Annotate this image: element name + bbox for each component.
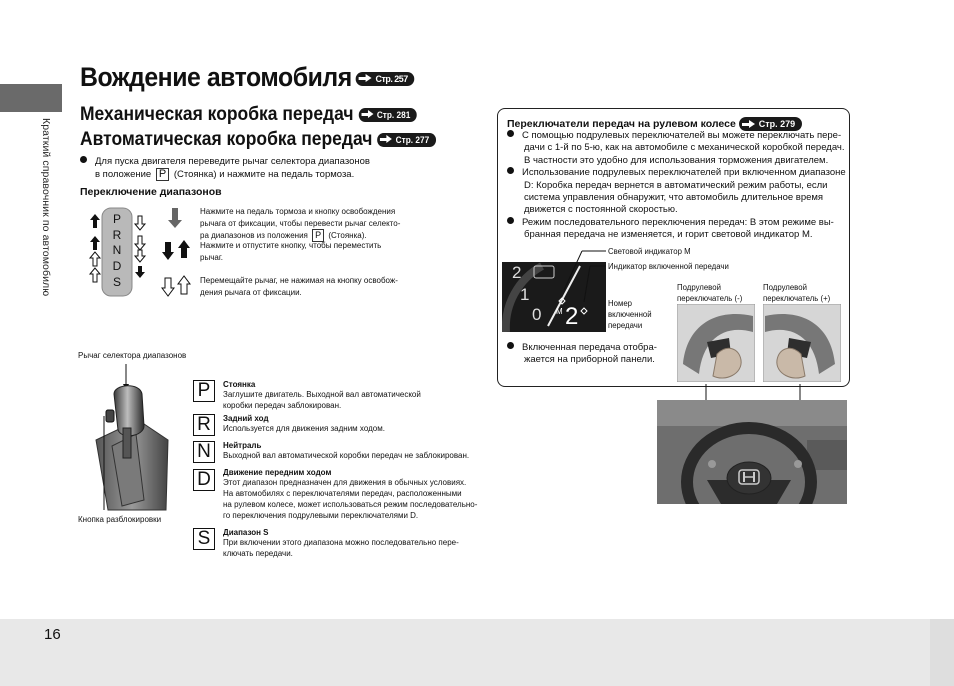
bullet-line: Режим последовательного переключения передач: В этом режиме вы-	[522, 216, 834, 228]
arrow-right-icon	[380, 135, 393, 144]
label-line: включенной	[608, 310, 652, 319]
step-line: Нажмите на педаль тормоза и кнопку освобождения	[200, 207, 396, 216]
step-line: дения рычага от фиксации.	[200, 287, 302, 297]
subtitle-ref-link[interactable]	[377, 133, 435, 147]
bullet-icon	[507, 167, 514, 174]
paddle-minus-marker[interactable]	[708, 460, 716, 468]
bullet-icon	[507, 217, 514, 224]
ref-text: Стр. 279	[758, 119, 796, 129]
label-line: Подрулевой	[677, 283, 721, 292]
gear-title: Задний ход	[223, 414, 269, 423]
gear-display-bullet	[507, 342, 667, 367]
paddle-bullet	[507, 217, 847, 229]
gate-letter-n: N	[112, 243, 122, 257]
paddle-bullets	[507, 130, 847, 242]
step-line: ра диапазонов из положения	[200, 231, 308, 240]
gear-desc-line: Используется для движения задним ходом.	[223, 424, 385, 433]
gear-p-box: P	[156, 168, 169, 181]
label-line: переключатель (-)	[677, 294, 743, 303]
intro-text: в положение	[95, 169, 152, 180]
gear-desc-line: На автомобилях с переключателями передач, расположенными	[223, 489, 462, 498]
bullet-icon	[507, 342, 514, 349]
ref-text: Стр. 277	[395, 134, 430, 145]
side-tab-marker[interactable]	[0, 84, 62, 112]
unlock-button[interactable]	[106, 410, 114, 422]
label-line: Номер	[608, 299, 632, 308]
arrow-right-icon	[361, 110, 374, 119]
paddle-ref-link[interactable]	[739, 117, 802, 131]
bullet-line: движется с постоянной скоростью.	[524, 204, 678, 216]
lever-shaft	[123, 428, 131, 458]
intro-bullet	[80, 156, 410, 169]
bullet-icon	[507, 130, 514, 137]
page-number: 16	[44, 626, 61, 643]
gate-letter-r: R	[112, 228, 122, 242]
gear-indicator: 2	[565, 303, 579, 330]
gear-desc-line: на рулевом колесе, может использоваться режим последовательно-	[223, 500, 478, 509]
unlock-label: Кнопка разблокировки	[78, 515, 162, 524]
gear-desc-n	[223, 441, 493, 461]
label-gear-indicator: Индикатор включенной передачи	[608, 262, 729, 271]
label-paddle-plus	[763, 282, 830, 304]
intro-text: (Стоянка) и нажмите на педаль тормоза.	[173, 169, 355, 180]
page-title	[80, 62, 413, 93]
arrow-updown-black-icon	[162, 240, 190, 260]
paddle-bullet	[507, 342, 667, 354]
paddle-minus-photo	[677, 304, 755, 382]
paddle-plus-photo	[763, 304, 841, 382]
gear-desc-line: коробки передач заблокирован.	[223, 401, 342, 410]
gauge-digit: 0	[532, 305, 542, 324]
gear-letter-d: D	[193, 469, 215, 491]
arrow-right-icon	[359, 74, 373, 83]
step-press-release	[200, 240, 410, 263]
bullet-line: В частности это удобно для использования торможения двигателем.	[524, 154, 829, 166]
step-line: Нажмите и отпустите кнопку, чтобы переместить	[200, 241, 382, 250]
gear-title: Стоянка	[223, 380, 256, 389]
bullet-line: жается на приборной панели.	[524, 354, 655, 366]
footer-bar	[0, 619, 954, 686]
step-line: (Стоянка).	[328, 231, 367, 240]
gear-desc-line: ключать передачи.	[223, 549, 293, 558]
label-line: Подрулевой	[763, 283, 807, 292]
bullet-line: Включенная передача отобра-	[522, 342, 657, 353]
arrow-updown-outline-icon	[162, 276, 190, 296]
gear-letter-s: S	[193, 528, 215, 550]
gear-title: Нейтраль	[223, 441, 262, 450]
step-line: рычаг.	[200, 252, 223, 262]
gear-desc-line: Выходной вал автоматической коробки передач не заблокирован.	[223, 451, 470, 460]
gauge-digit: 1	[520, 285, 530, 304]
gauge-digit: 2	[512, 263, 522, 282]
subtitle-automatic	[80, 129, 436, 151]
ref-text: Стр. 281	[376, 109, 411, 120]
gate-letter-d: D	[112, 259, 122, 273]
step-line: рычага от фиксации, чтобы перевести рычаг селекто-	[200, 218, 401, 228]
arrow-down-gray-icon	[168, 208, 182, 228]
arrow-down-icon	[135, 216, 145, 278]
page-title-text: Вождение автомобиля	[80, 62, 352, 92]
label-gear-number	[608, 298, 652, 331]
lever-label: Рычаг селектора диапазонов	[78, 351, 187, 360]
steering-wheel-photo	[657, 400, 847, 504]
gear-desc-line: Заглушите двигатель. Выходной вал автоматической	[223, 390, 421, 399]
gear-title: Движение передним ходом	[223, 468, 332, 477]
paddle-box-title-text: Переключатели передач на рулевом колесе	[507, 117, 736, 130]
step-line: Перемещайте рычаг, не нажимая на кнопку освобож-	[200, 276, 398, 285]
gear-p-box: P	[312, 229, 324, 242]
paddle-bullet	[507, 167, 847, 179]
gauge-leaders	[560, 248, 610, 308]
side-tab-label: Краткий справочник по автомобилю	[40, 118, 52, 297]
label-line: передачи	[608, 321, 643, 330]
arrow-up-icon	[90, 214, 100, 282]
step-press-brake	[200, 206, 410, 242]
paddle-plus-marker[interactable]	[794, 460, 802, 468]
shift-gate-diagram	[86, 206, 196, 302]
gate-letter-p: P	[112, 212, 122, 226]
gear-desc-p	[223, 380, 493, 411]
label-m-indicator: Световой индикатор M	[608, 247, 691, 256]
page-ref-link[interactable]	[356, 72, 415, 86]
subtitle-text: Автоматическая коробка передач	[80, 129, 373, 150]
bullet-line: D: Коробка передач вернется в автоматический режим работы, если	[524, 179, 828, 191]
gear-letter-p: P	[193, 380, 215, 402]
gear-desc-line: го переключения подрулевыми переключателями D.	[223, 511, 419, 520]
intro-line: Для пуска двигателя переведите рычаг селектора диапазонов	[95, 156, 370, 167]
step-move-lever	[200, 275, 410, 298]
label-line: переключатель (+)	[763, 294, 831, 303]
m-indicator: M	[556, 307, 563, 316]
arrow-right-icon	[742, 120, 756, 129]
bullet-line: система управления обнаружит, что автомобиль длительное время	[524, 192, 824, 204]
gate-letter-s: S	[112, 275, 122, 289]
bullet-icon	[80, 156, 87, 163]
subtitle-manual	[80, 104, 417, 126]
shift-heading: Переключение диапазонов	[80, 186, 222, 198]
bullet-line: бранная передача не изменяется, и горит световой индикатор M.	[524, 229, 813, 241]
gear-letter-r: R	[193, 414, 215, 436]
gear-lever-illustration	[78, 360, 198, 520]
footer-edge	[930, 619, 954, 686]
label-paddle-minus	[677, 282, 742, 304]
bullet-line: Использование подрулевых переключателей при включенном диапазоне	[522, 167, 846, 179]
gear-title: Диапазон S	[223, 528, 269, 537]
gear-desc-s	[223, 528, 493, 559]
paddle-box-title	[507, 117, 802, 131]
subtitle-ref-link[interactable]	[358, 108, 416, 122]
gear-desc-line: При включении этого диапазона можно последовательно пере-	[223, 538, 459, 547]
intro-line-2	[95, 168, 354, 181]
bullet-line: С помощью подрулевых переключателей вы можете переключать пере-	[522, 130, 842, 141]
ref-text: Стр. 257	[375, 73, 409, 84]
paddle-bullet	[507, 130, 847, 142]
gear-desc-d	[223, 468, 493, 521]
gear-desc-r	[223, 414, 493, 434]
gear-letter-n: N	[193, 441, 215, 463]
gear-desc-line: Этот диапазон предназначен для движения в обычных условиях.	[223, 478, 467, 487]
bullet-line: дачи с 1-й по 5-ю, как на автомобиле с механической коробкой передач.	[524, 142, 845, 154]
subtitle-text: Механическая коробка передач	[80, 104, 354, 125]
